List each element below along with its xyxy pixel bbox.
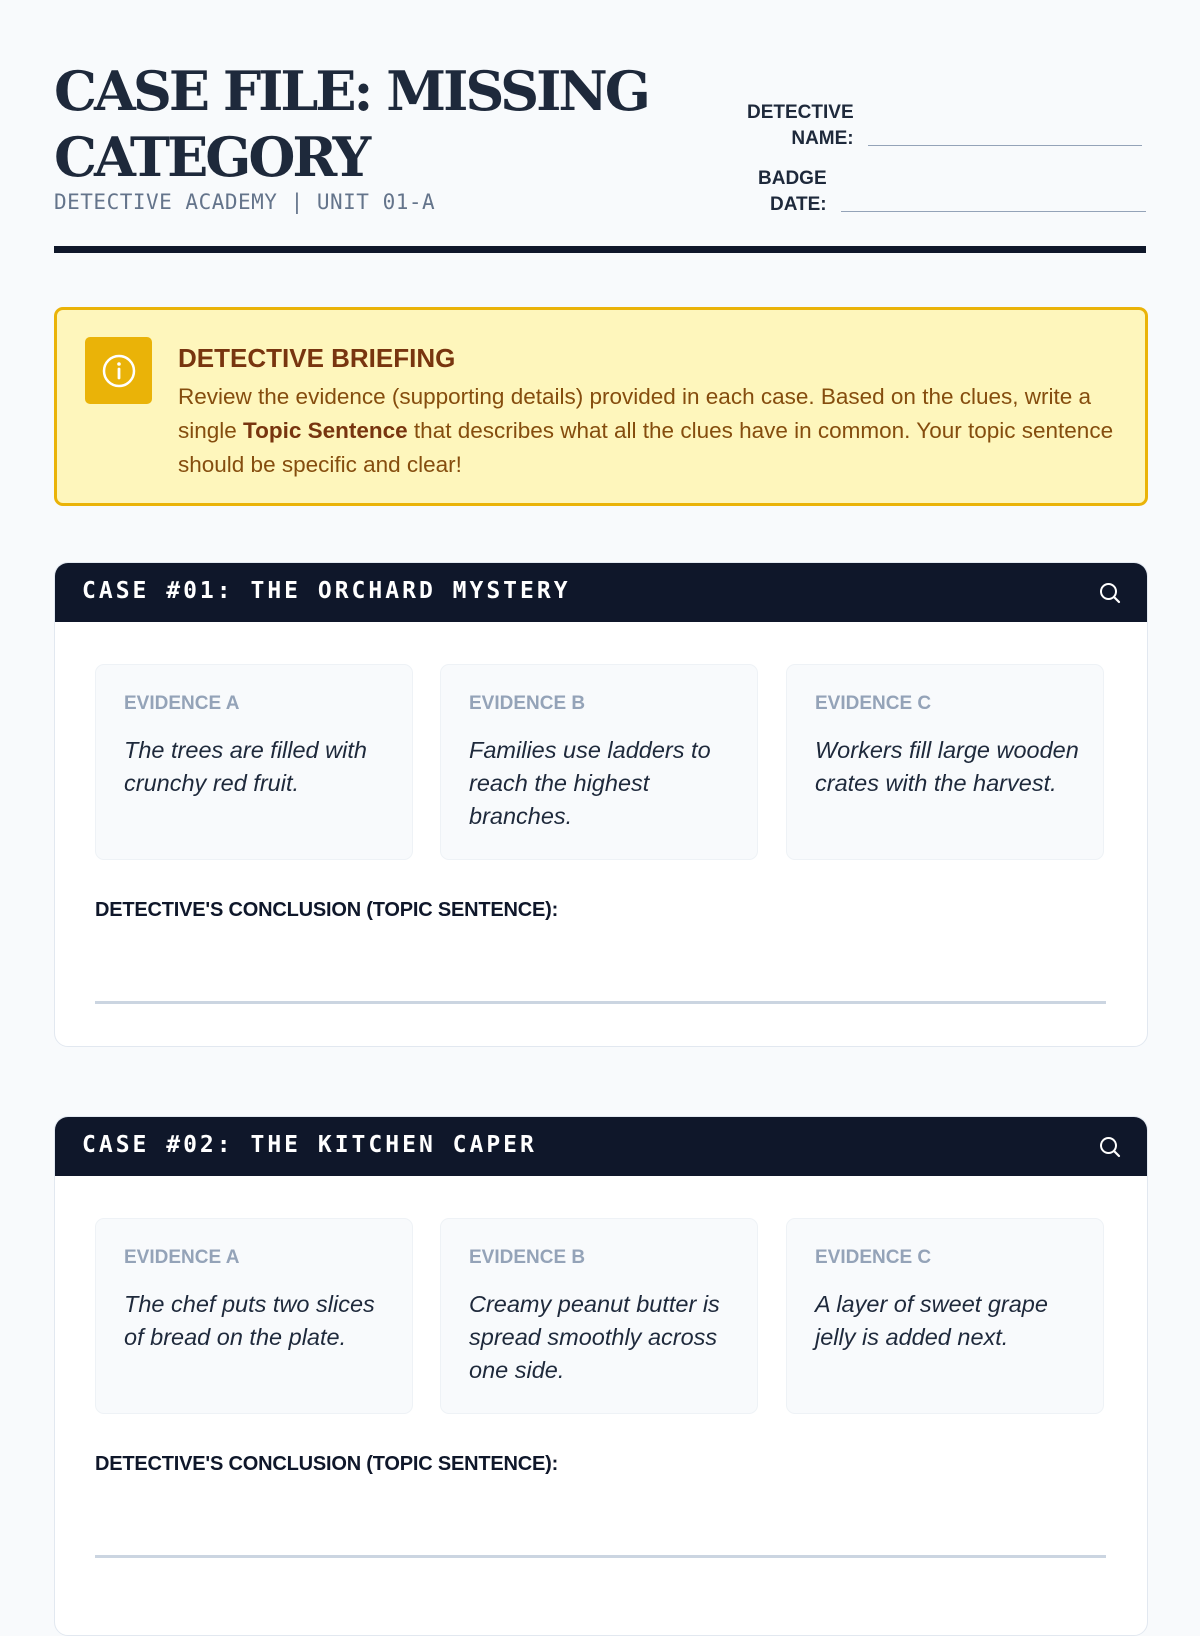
- header-divider: [54, 246, 1146, 253]
- case-card-02: [54, 1116, 1148, 1636]
- detective-name-line[interactable]: [868, 145, 1142, 146]
- evidence-text: A layer of sweet grape jelly is added next.: [815, 1291, 1048, 1350]
- badge-date-field[interactable]: [758, 166, 1146, 218]
- briefing-title: DETECTIVE BRIEFING: [178, 343, 456, 373]
- evidence-card-a: [95, 664, 413, 860]
- case-card-01: [54, 562, 1148, 1047]
- evidence-text: Families use ladders to reach the highest branches.: [469, 737, 711, 829]
- page-header: [54, 0, 1146, 255]
- evidence-text: Creamy peanut butter is spread smoothly across one side.: [469, 1291, 720, 1383]
- evidence-card-b: [440, 664, 758, 860]
- case-title: CASE #02: THE KITCHEN CAPER: [82, 1132, 537, 1158]
- detective-name-label: DETECTIVE NAME:: [747, 102, 854, 149]
- evidence-text: The chef puts two slices of bread on the plate.: [124, 1291, 375, 1350]
- case-header: [55, 1117, 1147, 1176]
- evidence-text: Workers fill large wooden crates with the harvest.: [815, 737, 1079, 796]
- page-subtitle: DETECTIVE ACADEMY | UNIT 01-A: [54, 190, 436, 214]
- badge-date-line[interactable]: [841, 211, 1146, 212]
- evidence-card-c: [786, 664, 1104, 860]
- conclusion-label: DETECTIVE'S CONCLUSION (TOPIC SENTENCE):: [95, 899, 559, 921]
- evidence-card-b: [440, 1218, 758, 1414]
- conclusion-label: DETECTIVE'S CONCLUSION (TOPIC SENTENCE):: [95, 1453, 559, 1475]
- briefing-text: Review the evidence (supporting details) provided in each case. Based on the clues, write a single Topic Sentence that describes what all the clues have in common. Your topic sentence should be specific and clear!: [178, 384, 1114, 477]
- evidence-text: The trees are filled with crunchy red fruit.: [124, 737, 367, 796]
- detective-name-field[interactable]: [747, 100, 1142, 152]
- evidence-label: EVIDENCE C: [815, 1247, 932, 1268]
- info-icon: [85, 337, 152, 404]
- briefing-highlight: Topic Sentence: [243, 418, 408, 443]
- search-icon[interactable]: [1098, 581, 1122, 605]
- evidence-label: EVIDENCE B: [469, 693, 586, 714]
- evidence-card-c: [786, 1218, 1104, 1414]
- evidence-label: EVIDENCE B: [469, 1247, 586, 1268]
- evidence-label: EVIDENCE A: [124, 1247, 240, 1268]
- page-title: CASE FILE: MISSING CATEGORY: [54, 59, 648, 189]
- badge-date-label: BADGE DATE:: [758, 168, 827, 215]
- evidence-card-a: [95, 1218, 413, 1414]
- conclusion-answer-line[interactable]: [95, 1555, 1106, 1558]
- case-title: CASE #01: THE ORCHARD MYSTERY: [82, 578, 571, 604]
- conclusion-answer-line[interactable]: [95, 1001, 1106, 1004]
- evidence-label: EVIDENCE C: [815, 693, 932, 714]
- detective-briefing: [54, 307, 1148, 506]
- search-icon[interactable]: [1098, 1135, 1122, 1159]
- case-header: [55, 563, 1147, 622]
- evidence-label: EVIDENCE A: [124, 693, 240, 714]
